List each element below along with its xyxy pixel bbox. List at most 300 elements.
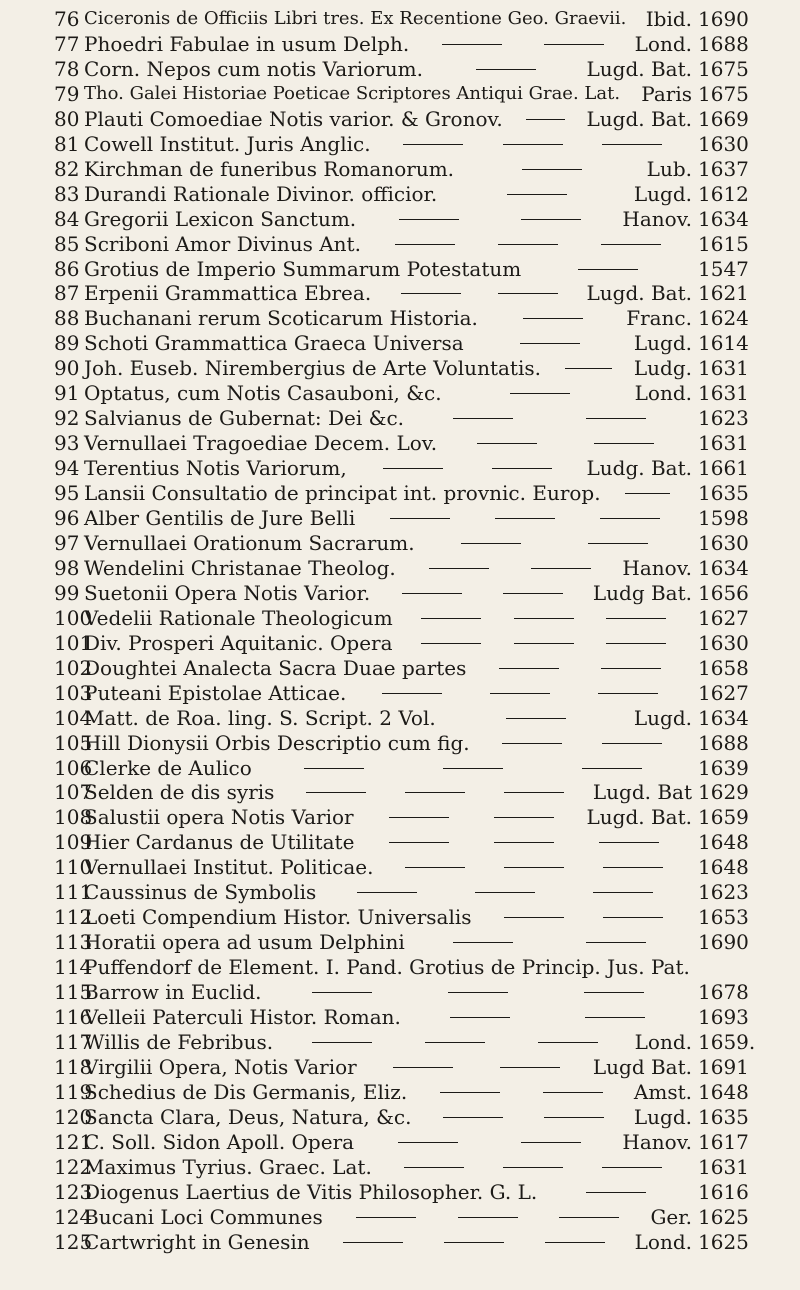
entry-number: 83 xyxy=(54,181,80,206)
entry-year: 1635 xyxy=(698,1104,749,1129)
entry-year: 1612 xyxy=(698,181,749,206)
catalogue-entry xyxy=(54,256,774,282)
entry-number: 79 xyxy=(54,81,80,106)
catalogue-entry xyxy=(54,580,774,606)
entry-title: Matt. de Roa. ling. S. Script. 2 Vol. xyxy=(84,705,436,730)
entry-year: 1659. xyxy=(698,1029,756,1054)
catalogue-entry xyxy=(54,231,774,257)
catalogue-entry xyxy=(54,1104,774,1130)
entry-number: 101 xyxy=(54,630,93,655)
entry-place: Lugd. Bat. xyxy=(586,805,692,830)
entry-title: Loeti Compendium Histor. Universalis xyxy=(84,905,472,930)
entry-year: 1630 xyxy=(698,630,749,655)
entry-title: Schoti Grammattica Graeca Universa xyxy=(84,331,464,356)
entry-year: 1615 xyxy=(698,231,749,256)
entry-number: 99 xyxy=(54,580,80,605)
entry-year: 1616 xyxy=(698,1179,749,1204)
entry-title: Ciceronis de Officiis Libri tres. Ex Recentione Geo. Graevii. xyxy=(84,8,627,29)
entry-number: 94 xyxy=(54,456,80,481)
leader-dash xyxy=(421,618,481,619)
catalogue-entry xyxy=(54,430,774,456)
entry-number: 92 xyxy=(54,406,80,431)
catalogue-entry xyxy=(54,1179,774,1205)
leader-dash xyxy=(443,768,503,769)
leader-dash xyxy=(458,1217,518,1218)
entry-year: 1624 xyxy=(698,306,749,331)
entry-year: 1625 xyxy=(698,1204,749,1229)
leader-dash xyxy=(520,343,580,344)
entry-number: 81 xyxy=(54,131,80,156)
entry-place: Hanov. xyxy=(622,1129,692,1154)
entry-number: 103 xyxy=(54,680,93,705)
catalogue-entry xyxy=(54,355,774,381)
entry-place: Lugd. Bat xyxy=(592,780,692,805)
leader-dash xyxy=(498,293,558,294)
entry-title: Wendelini Christanae Theolog. xyxy=(84,555,396,580)
leader-dash xyxy=(401,293,461,294)
entry-title: Corn. Nepos cum notis Variorum. xyxy=(84,56,423,81)
entry-number: 102 xyxy=(54,655,93,680)
entry-year: 1625 xyxy=(698,1229,749,1254)
leader-dash xyxy=(585,1017,645,1018)
leader-dash xyxy=(598,693,658,694)
entry-number: 118 xyxy=(54,1054,93,1079)
entry-number: 95 xyxy=(54,481,80,506)
entry-number: 116 xyxy=(54,1005,93,1029)
entry-title: Doughtei Analecta Sacra Duae partes xyxy=(84,655,467,680)
entry-number: 110 xyxy=(54,855,93,880)
entry-number: 96 xyxy=(54,506,80,530)
entry-year: 1630 xyxy=(698,131,749,156)
entry-title: Schedius de Dis Germanis, Eliz. xyxy=(84,1079,408,1104)
leader-dash xyxy=(356,1217,416,1218)
entry-title: Puffendorf de Element. I. Pand. Grotius de Princip. Jus. Pat. xyxy=(84,955,690,980)
entry-number: 112 xyxy=(54,905,93,930)
leader-dash xyxy=(523,318,583,319)
catalogue-entry xyxy=(54,680,774,706)
entry-title: Vernullaei Tragoediae Decem. Lov. xyxy=(84,431,438,456)
leader-dash xyxy=(543,1092,603,1093)
entry-title: Clerke de Aulico xyxy=(84,755,252,780)
entry-place: Lugd. Bat. xyxy=(586,56,692,81)
entry-number: 97 xyxy=(54,530,80,555)
leader-dash xyxy=(531,568,591,569)
leader-dash xyxy=(389,842,449,843)
entry-place: Ibid. xyxy=(645,7,692,31)
entry-number: 93 xyxy=(54,431,80,456)
catalogue-entry xyxy=(54,555,774,581)
entry-place: Lond. xyxy=(634,381,692,406)
entry-year: 1635 xyxy=(698,481,749,506)
entry-year: 1648 xyxy=(698,1079,749,1104)
leader-dash xyxy=(494,842,554,843)
leader-dash xyxy=(586,942,646,943)
entry-number: 88 xyxy=(54,306,80,331)
entry-title: Caussinus de Symbolis xyxy=(84,880,317,905)
entry-title: Lansii Consultatio de principat int. provnic. Europ. xyxy=(84,481,601,506)
entry-title: Salustii opera Notis Varior xyxy=(84,805,354,830)
leader-dash xyxy=(602,743,662,744)
leader-dash xyxy=(600,518,660,519)
leader-dash xyxy=(606,618,666,619)
leader-dash xyxy=(490,693,550,694)
entry-title: Plauti Comoediae Notis varior. & Gronov. xyxy=(84,106,503,131)
entry-title: Vernullaei Institut. Politicae. xyxy=(84,855,374,880)
leader-dash xyxy=(559,1217,619,1218)
leader-dash xyxy=(599,842,659,843)
entry-place: Ludg. xyxy=(633,356,692,381)
leader-dash xyxy=(421,643,481,644)
entry-number: 111 xyxy=(54,880,93,905)
entry-title: Scriboni Amor Divinus Ant. xyxy=(84,231,361,256)
entry-number: 85 xyxy=(54,231,80,256)
entry-year: 1675 xyxy=(698,56,749,81)
entry-title: Vedelii Rationale Theologicum xyxy=(84,605,393,630)
leader-dash xyxy=(499,668,559,669)
entry-number: 100 xyxy=(54,605,93,630)
entry-year: 1658 xyxy=(698,655,749,680)
entry-title: Velleii Paterculi Histor. Roman. xyxy=(84,1005,401,1029)
leader-dash xyxy=(545,1242,605,1243)
catalogue-entry xyxy=(54,1079,774,1105)
entry-title: Diogenus Laertius de Vitis Philosopher. G. L. xyxy=(84,1179,538,1204)
entry-year: 1634 xyxy=(698,555,749,580)
entry-place: Lond. xyxy=(634,1229,692,1254)
leader-dash xyxy=(398,1142,458,1143)
entry-title: Phoedri Fabulae in usum Delph. xyxy=(84,31,410,56)
leader-dash xyxy=(399,219,459,220)
leader-dash xyxy=(504,917,564,918)
catalogue-entry xyxy=(54,605,774,631)
entry-year: 1630 xyxy=(698,530,749,555)
leader-dash xyxy=(461,543,521,544)
catalogue-entry xyxy=(54,330,774,356)
entry-title: Maximus Tyrius. Graec. Lat. xyxy=(84,1154,372,1179)
entry-year: 1690 xyxy=(698,7,749,31)
leader-dash xyxy=(405,867,465,868)
leader-dash xyxy=(395,244,455,245)
leader-dash xyxy=(405,792,465,793)
leader-dash xyxy=(503,1167,563,1168)
entry-number: 91 xyxy=(54,381,80,406)
entry-number: 119 xyxy=(54,1079,93,1104)
leader-dash xyxy=(521,1142,581,1143)
entry-place: Lond. xyxy=(634,31,692,56)
catalogue-entry xyxy=(54,405,774,431)
entry-number: 115 xyxy=(54,980,93,1005)
catalogue-entry xyxy=(54,305,774,331)
entry-year: 1693 xyxy=(698,1005,749,1029)
entry-year: 1648 xyxy=(698,830,749,855)
leader-dash xyxy=(565,368,611,369)
leader-dash xyxy=(495,518,555,519)
entry-number: 121 xyxy=(54,1129,93,1154)
leader-dash xyxy=(504,792,564,793)
entry-year: 1547 xyxy=(698,256,749,281)
entry-place: Ger. xyxy=(650,1204,692,1229)
leader-dash xyxy=(440,1092,500,1093)
leader-dash xyxy=(594,443,654,444)
entry-place: Hanov. xyxy=(622,206,692,231)
leader-dash xyxy=(601,244,661,245)
catalogue-entry xyxy=(54,530,774,556)
catalogue-entry xyxy=(54,979,774,1005)
entry-number: 108 xyxy=(54,805,93,830)
entry-number: 98 xyxy=(54,555,80,580)
entry-place: Paris xyxy=(641,81,692,106)
entry-number: 109 xyxy=(54,830,93,855)
leader-dash xyxy=(390,518,450,519)
entry-year: 1634 xyxy=(698,206,749,231)
entry-place: Ludg. Bat. xyxy=(586,456,692,481)
entry-number: 106 xyxy=(54,755,93,780)
entry-number: 76 xyxy=(54,7,80,31)
entry-year: 1623 xyxy=(698,880,749,905)
catalogue-entry xyxy=(54,929,774,955)
entry-title: Virgilii Opera, Notis Varior xyxy=(84,1054,357,1079)
entry-place: Lugd. xyxy=(633,705,692,730)
catalogue-entry xyxy=(54,1229,774,1255)
entry-title: Hier Cardanus de Utilitate xyxy=(84,830,355,855)
entry-year: 1669 xyxy=(698,106,749,131)
entry-title: Puteani Epistolae Atticae. xyxy=(84,680,347,705)
catalogue-entry xyxy=(54,804,774,830)
catalogue-entry xyxy=(54,1029,774,1055)
catalogue-entry xyxy=(54,81,774,107)
leader-dash xyxy=(502,743,562,744)
catalogue-entry xyxy=(54,879,774,905)
leader-dash xyxy=(304,768,364,769)
entry-number: 78 xyxy=(54,56,80,81)
entry-title: Kirchman de funeribus Romanorum. xyxy=(84,156,455,181)
leader-dash xyxy=(514,618,574,619)
entry-number: 125 xyxy=(54,1229,93,1254)
leader-dash xyxy=(503,144,563,145)
entry-year: 1691 xyxy=(698,1054,749,1079)
leader-dash xyxy=(312,992,372,993)
catalogue-entry xyxy=(54,131,774,157)
leader-dash xyxy=(393,1067,453,1068)
leader-dash xyxy=(498,244,558,245)
leader-dash xyxy=(453,942,513,943)
entry-title: Grotius de Imperio Summarum Potestatum xyxy=(84,256,522,281)
entry-title: Cowell Institut. Juris Anglic. xyxy=(84,131,371,156)
entry-place: Lub. xyxy=(646,156,692,181)
leader-dash xyxy=(343,1242,403,1243)
entry-number: 113 xyxy=(54,930,93,955)
entry-number: 105 xyxy=(54,730,93,755)
entry-place: Amst. xyxy=(633,1079,692,1104)
entry-title: Suetonii Opera Notis Varior. xyxy=(84,580,371,605)
entry-place: Ludg Bat. xyxy=(592,580,692,605)
entry-title: Vernullaei Orationum Sacrarum. xyxy=(84,530,415,555)
entry-year: 1621 xyxy=(698,281,749,306)
entry-year: 1637 xyxy=(698,156,749,181)
leader-dash xyxy=(429,568,489,569)
entry-number: 80 xyxy=(54,106,80,131)
entry-title: Cartwright in Genesin xyxy=(84,1229,310,1254)
leader-dash xyxy=(521,219,581,220)
leader-dash xyxy=(504,867,564,868)
entry-number: 89 xyxy=(54,331,80,356)
leader-dash xyxy=(606,643,666,644)
leader-dash xyxy=(477,443,537,444)
entry-place: Lugd. xyxy=(633,1104,692,1129)
leader-dash xyxy=(448,992,508,993)
entry-title: Optatus, cum Notis Casauboni, &c. xyxy=(84,381,442,406)
entry-number: 122 xyxy=(54,1154,93,1179)
entry-place: Lugd. xyxy=(633,181,692,206)
entry-place: Lugd Bat. xyxy=(592,1054,692,1079)
leader-dash xyxy=(538,1042,598,1043)
catalogue-entry xyxy=(54,455,774,481)
entry-title: Barrow in Euclid. xyxy=(84,980,262,1005)
leader-dash xyxy=(494,817,554,818)
entry-year: 1623 xyxy=(698,406,749,431)
entry-number: 104 xyxy=(54,705,93,730)
catalogue-entry xyxy=(54,1129,774,1155)
entry-number: 86 xyxy=(54,256,80,281)
leader-dash xyxy=(403,144,463,145)
entry-year: 1653 xyxy=(698,905,749,930)
entry-year: 1631 xyxy=(698,356,749,381)
entry-number: 123 xyxy=(54,1179,93,1204)
leader-dash xyxy=(444,1242,504,1243)
entry-title: Tho. Galei Historiae Poeticae Scriptores Antiqui Grae. Lat. xyxy=(84,82,621,104)
leader-dash xyxy=(507,194,567,195)
entry-title: Salvianus de Gubernat: Dei &c. xyxy=(84,406,404,431)
catalogue-entry xyxy=(54,1204,774,1230)
leader-dash xyxy=(522,169,582,170)
leader-dash xyxy=(492,468,552,469)
leader-dash xyxy=(602,1167,662,1168)
entry-year: 1678 xyxy=(698,980,749,1005)
leader-dash xyxy=(625,493,670,494)
leader-dash xyxy=(586,418,646,419)
entry-title: Hill Dionysii Orbis Descriptio cum fig. xyxy=(84,730,470,755)
entry-number: 114 xyxy=(54,955,93,980)
catalogue-entry xyxy=(54,156,774,182)
catalogue-entry xyxy=(54,1004,774,1030)
leader-dash xyxy=(514,643,574,644)
entry-year: 1614 xyxy=(698,331,749,356)
leader-dash xyxy=(526,119,566,120)
entry-year: 1639 xyxy=(698,755,749,780)
leader-dash xyxy=(544,1117,604,1118)
leader-dash xyxy=(402,593,462,594)
catalogue-entry xyxy=(54,56,774,82)
entry-year: 1675 xyxy=(698,81,749,106)
entry-number: 87 xyxy=(54,281,80,306)
entry-year: 1688 xyxy=(698,730,749,755)
catalogue-entry xyxy=(54,6,774,32)
entry-year: 1659 xyxy=(698,805,749,830)
catalogue-entry xyxy=(54,480,774,506)
entry-place: Lugd. Bat. xyxy=(586,106,692,131)
entry-year: 1634 xyxy=(698,705,749,730)
leader-dash xyxy=(475,892,535,893)
entry-title: C. Soll. Sidon Apoll. Opera xyxy=(84,1129,355,1154)
catalogue-entry xyxy=(54,779,774,805)
leader-dash xyxy=(443,1117,503,1118)
catalogue-entry xyxy=(54,829,774,855)
entry-number: 120 xyxy=(54,1104,93,1129)
catalogue-entry xyxy=(54,630,774,656)
entry-year: 1629 xyxy=(698,780,749,805)
catalogue-entry xyxy=(54,280,774,306)
entry-year: 1688 xyxy=(698,31,749,56)
entry-title: Alber Gentilis de Jure Belli xyxy=(84,506,356,530)
catalogue-entry xyxy=(54,106,774,132)
leader-dash xyxy=(510,393,570,394)
entry-title: Bucani Loci Communes xyxy=(84,1204,323,1229)
leader-dash xyxy=(503,593,563,594)
entry-title: Terentius Notis Variorum, xyxy=(84,456,347,481)
entry-number: 107 xyxy=(54,780,93,805)
catalogue-entry xyxy=(54,505,774,531)
catalogue-entry xyxy=(54,854,774,880)
catalogue-entry xyxy=(54,206,774,232)
leader-dash xyxy=(588,543,648,544)
entry-year: 1627 xyxy=(698,605,749,630)
entry-place: Franc. xyxy=(626,306,692,331)
leader-dash xyxy=(383,468,443,469)
entry-number: 84 xyxy=(54,206,80,231)
entry-title: Erpenii Grammattica Ebrea. xyxy=(84,281,372,306)
catalogue-entry xyxy=(54,1154,774,1180)
leader-dash xyxy=(404,1167,464,1168)
entry-year: 1648 xyxy=(698,855,749,880)
entry-year: 1656 xyxy=(698,580,749,605)
entry-year: 1631 xyxy=(698,381,749,406)
catalogue-entry xyxy=(54,705,774,731)
leader-dash xyxy=(603,917,663,918)
entry-number: 90 xyxy=(54,356,80,381)
catalogue-entry xyxy=(54,655,774,681)
entry-number: 82 xyxy=(54,156,80,181)
catalogue-entry xyxy=(54,954,774,980)
leader-dash xyxy=(312,1042,372,1043)
leader-dash xyxy=(586,1192,646,1193)
leader-dash xyxy=(382,693,442,694)
entry-place: Lond. xyxy=(634,1029,692,1054)
entry-number: 124 xyxy=(54,1204,93,1229)
entry-place: Hanov. xyxy=(622,555,692,580)
entry-title: Buchanani rerum Scoticarum Historia. xyxy=(84,306,478,331)
leader-dash xyxy=(476,69,536,70)
entry-title: Willis de Febribus. xyxy=(84,1029,274,1054)
entry-year: 1631 xyxy=(698,431,749,456)
leader-dash xyxy=(453,418,513,419)
entry-title: Sancta Clara, Deus, Natura, &c. xyxy=(84,1104,412,1129)
leader-dash xyxy=(582,768,642,769)
leader-dash xyxy=(500,1067,560,1068)
entry-title: Joh. Euseb. Nirembergius de Arte Voluntatis. xyxy=(84,356,541,381)
leader-dash xyxy=(442,44,502,45)
leader-dash xyxy=(450,1017,510,1018)
leader-dash xyxy=(425,1042,485,1043)
leader-dash xyxy=(578,269,638,270)
leader-dash xyxy=(506,718,566,719)
catalogue-entry xyxy=(54,181,774,207)
entry-place: Lugd. xyxy=(633,331,692,356)
leader-dash xyxy=(389,817,449,818)
entry-number: 77 xyxy=(54,31,80,56)
catalogue-entry xyxy=(54,755,774,781)
catalogue-entry xyxy=(54,730,774,756)
entry-year: 1627 xyxy=(698,680,749,705)
leader-dash xyxy=(357,892,417,893)
